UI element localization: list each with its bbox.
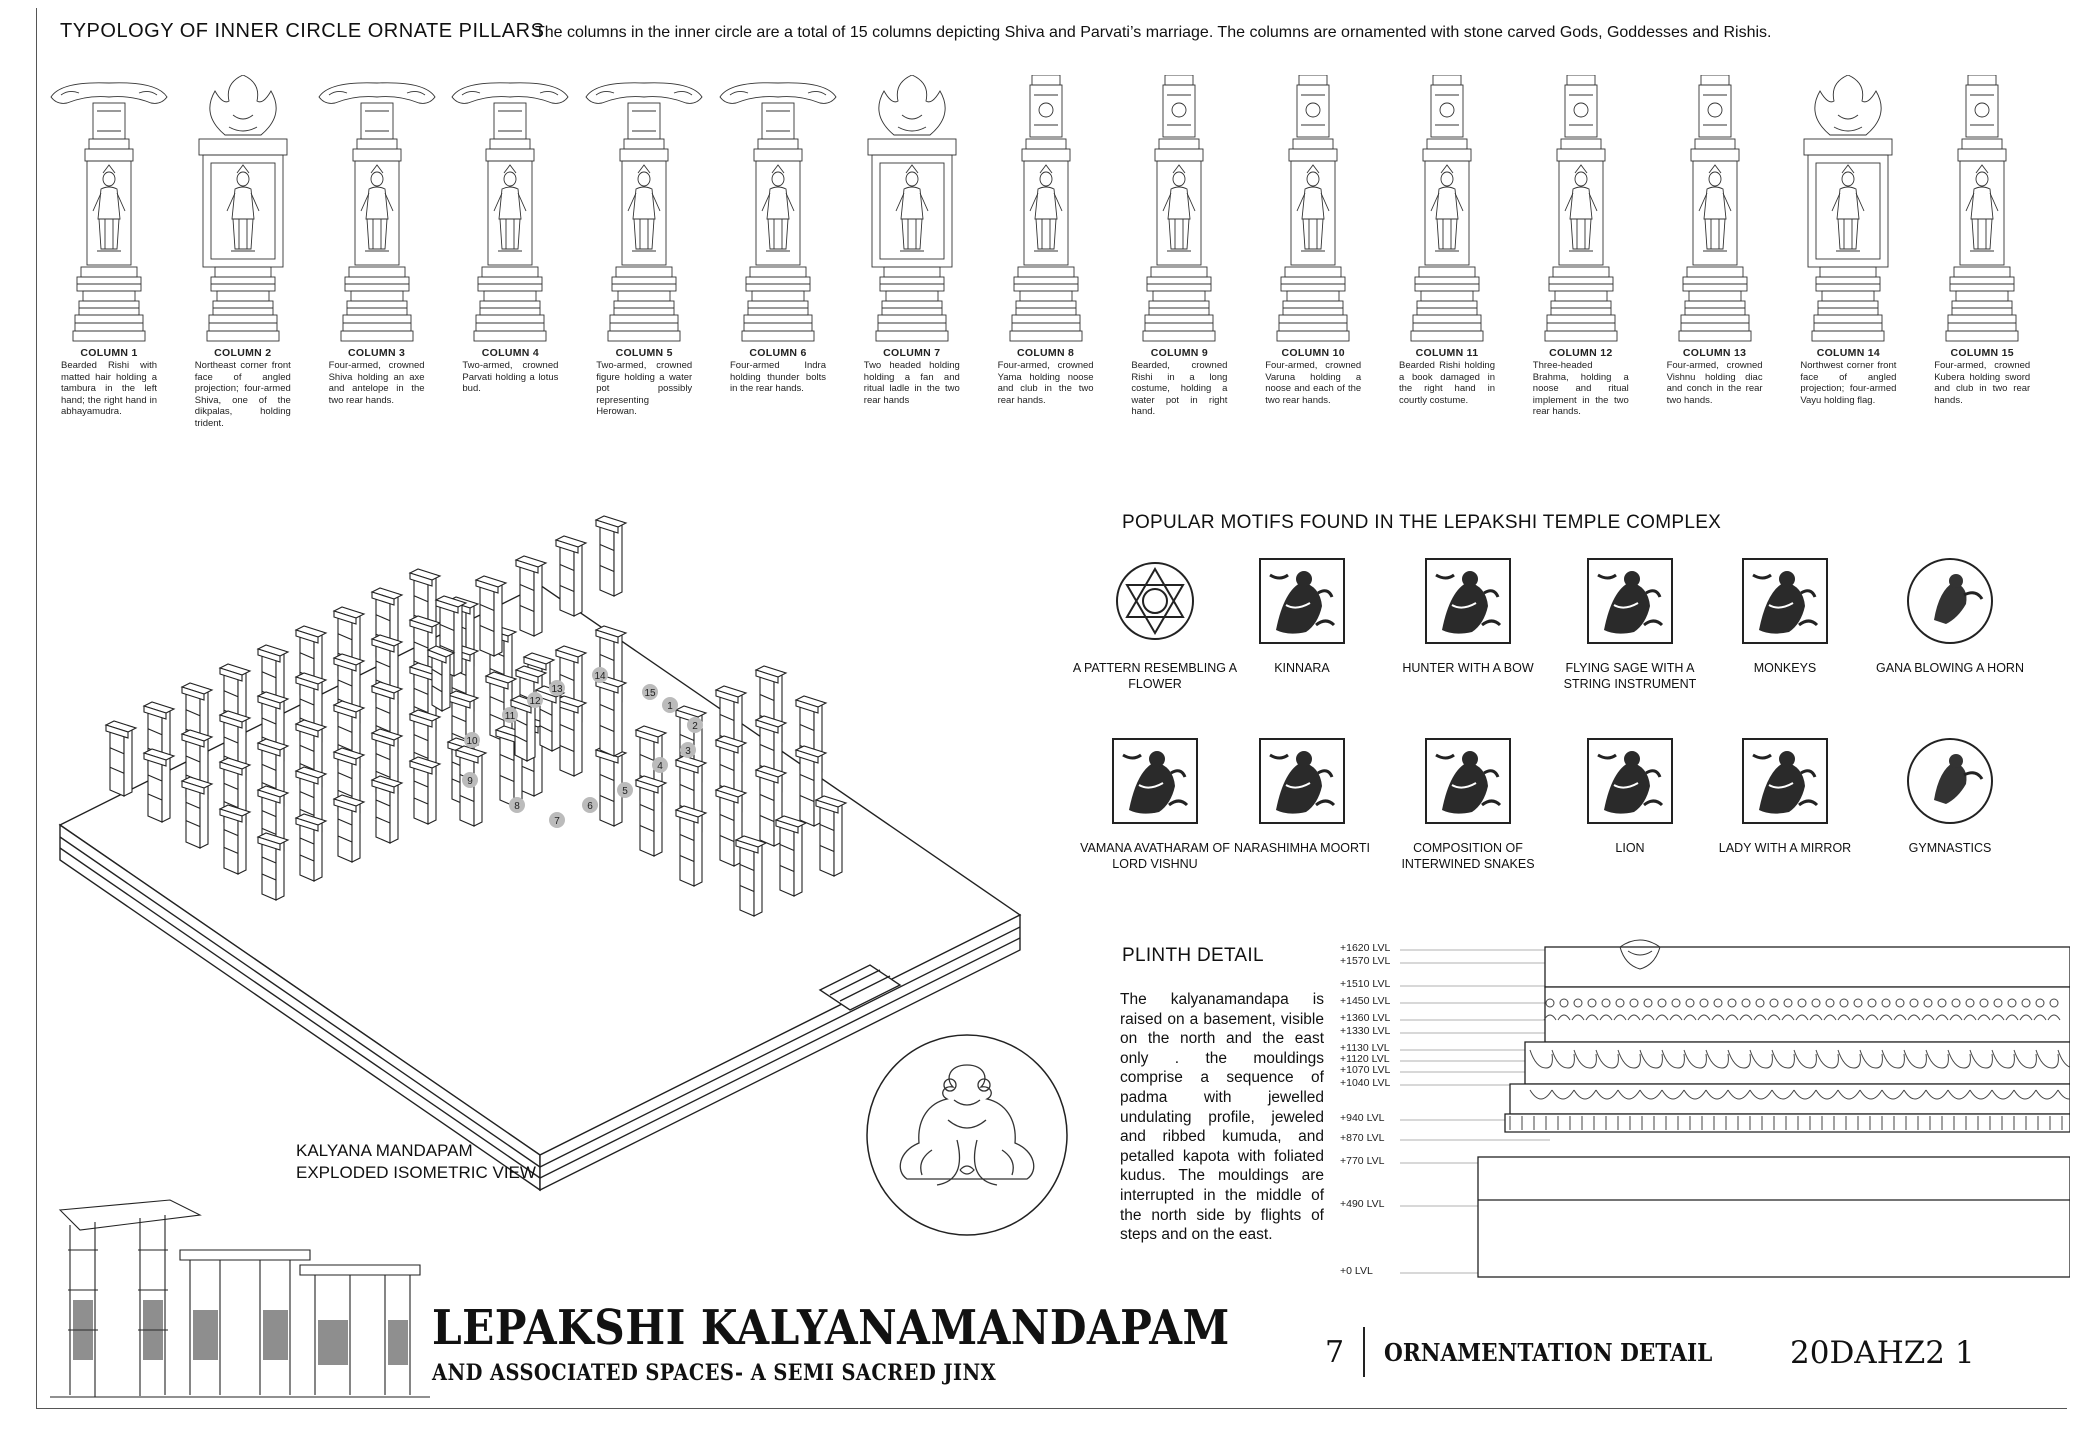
column-title: COLUMN 13 bbox=[1682, 347, 1747, 359]
iso-pillar bbox=[556, 536, 586, 616]
column-title: COLUMN 2 bbox=[214, 347, 272, 359]
svg-text:9: 9 bbox=[467, 776, 473, 787]
iso-pillar bbox=[676, 806, 706, 886]
kinnara-motif-icon bbox=[1256, 555, 1348, 647]
svg-text:2: 2 bbox=[692, 721, 698, 732]
iso-pillar bbox=[596, 676, 626, 756]
narashimha-motif-icon bbox=[1256, 735, 1348, 827]
column-caption-1 bbox=[61, 347, 157, 418]
motif-label: LADY WITH A MIRROR bbox=[1718, 841, 1852, 855]
pillar-number-3 bbox=[680, 742, 696, 758]
column-description: Two-armed, crowned Parvati holding a lotus bud. bbox=[462, 360, 559, 394]
plinth-title: PLINTH DETAIL bbox=[1122, 945, 1264, 966]
pillar-number-10 bbox=[464, 732, 480, 748]
column-description: Four-armed Indra holding thunder bolts in the rear hands. bbox=[730, 360, 826, 394]
motif-item bbox=[1545, 735, 1715, 856]
column-caption-8 bbox=[998, 347, 1094, 406]
iso-pillar bbox=[220, 805, 250, 874]
svg-text:13: 13 bbox=[551, 684, 563, 695]
motif-label: FLYING SAGE WITH A STRING INSTRUMENT bbox=[1563, 661, 1697, 691]
column-title: COLUMN 6 bbox=[749, 347, 807, 359]
column-description: Northeast corner front face of angled projection; four-armed Shiva, one of the dikpalas, holding trident. bbox=[194, 360, 291, 429]
motif-label: NARASHIMHA MOORTI bbox=[1234, 841, 1370, 855]
sheet-name: ORNAMENTATION DETAIL bbox=[1384, 1338, 1713, 1367]
iso-pillar bbox=[372, 776, 402, 843]
svg-text:12: 12 bbox=[529, 696, 541, 707]
iso-pillar bbox=[144, 749, 174, 822]
column-description: Two headed holding holding a fan and ritual ladle in the two rear hands bbox=[863, 360, 960, 406]
svg-text:10: 10 bbox=[466, 736, 478, 747]
gana-motif-icon bbox=[1904, 555, 1996, 647]
svg-text:4: 4 bbox=[657, 761, 663, 772]
sheet-code: 20DAHZ2 1 bbox=[1790, 1335, 1975, 1371]
column-caption-5 bbox=[596, 347, 692, 418]
pillar-drawing-8 bbox=[984, 75, 1108, 348]
column-description: Three-headed Brahma, holding a noose and ritual implement in the two rear hands. bbox=[1532, 360, 1629, 417]
motif-item bbox=[1217, 555, 1387, 676]
typology-description: The columns in the inner circle are a total of 15 columns depicting Shiva and Parvati’s marriage. The columns are ornamented with stone carved Gods, Goddesses and Rishis. bbox=[535, 24, 1772, 41]
iso-pillar bbox=[816, 796, 846, 876]
column-description: Bearded, crowned Rishi in a long costume, holding a water pot in right hand. bbox=[1131, 360, 1228, 417]
plinth-level-label: +1450 LVL bbox=[1340, 995, 1391, 1007]
column-title: COLUMN 12 bbox=[1549, 347, 1613, 359]
plinth-level-label: +1040 LVL bbox=[1340, 1077, 1391, 1089]
kudu-ornament-detail bbox=[862, 1030, 1072, 1240]
hunter-motif-icon bbox=[1422, 555, 1514, 647]
iso-pillar bbox=[516, 556, 546, 636]
gymnastics-motif-icon bbox=[1904, 735, 1996, 827]
svg-text:7: 7 bbox=[554, 816, 560, 827]
pillar-number-11 bbox=[502, 707, 518, 723]
plinth-level-label: +1070 LVL bbox=[1340, 1064, 1391, 1076]
column-title: COLUMN 7 bbox=[883, 347, 941, 359]
column-description: Two-armed, crowned figure holding a water pot possibly representing Herowan. bbox=[596, 360, 693, 417]
column-caption-12 bbox=[1533, 347, 1629, 418]
column-description: Four-armed, crowned Varuna holding a noose and each of the two rear hands. bbox=[1265, 360, 1362, 406]
column-title: COLUMN 3 bbox=[347, 347, 406, 359]
isometric-caption bbox=[296, 1140, 536, 1184]
plinth-level-label: +940 LVL bbox=[1340, 1112, 1385, 1124]
motif-label: HUNTER WITH A BOW bbox=[1402, 661, 1534, 675]
svg-text:11: 11 bbox=[504, 711, 516, 722]
pillar-number-8 bbox=[509, 797, 525, 813]
iso-pillar bbox=[476, 576, 506, 656]
motif-item bbox=[1217, 735, 1387, 856]
svg-text:8: 8 bbox=[514, 801, 520, 812]
pillar-number-15 bbox=[642, 684, 658, 700]
column-title: COLUMN 8 bbox=[1016, 347, 1075, 359]
plinth-level-label: +1620 LVL bbox=[1340, 942, 1391, 954]
pillar-drawing-7 bbox=[850, 75, 974, 348]
column-title: COLUMN 1 bbox=[80, 347, 138, 359]
plinth-level-label: +770 LVL bbox=[1340, 1155, 1385, 1167]
plinth-section-drawing bbox=[1400, 935, 2070, 1280]
motif-item bbox=[1700, 735, 1870, 856]
svg-text:15: 15 bbox=[644, 688, 656, 699]
column-description: Four-armed, crowned Kubera holding sword and club in two rear hands. bbox=[1934, 360, 2031, 406]
motif-item bbox=[1383, 555, 1553, 676]
iso-pillar bbox=[296, 814, 326, 881]
svg-text:3: 3 bbox=[685, 746, 691, 757]
motif-item bbox=[1865, 555, 2035, 676]
mandapam-perspective-sketch bbox=[50, 1190, 430, 1405]
column-description: Bearded Rishi holding a book damaged in the right hand in courtly costume. bbox=[1399, 360, 1495, 406]
plinth-level-label: +1510 LVL bbox=[1340, 978, 1391, 990]
lady-motif-icon bbox=[1739, 735, 1831, 827]
plinth-level-label: +1130 LVL bbox=[1340, 1042, 1390, 1054]
column-title: COLUMN 4 bbox=[481, 347, 539, 359]
pillar-number-2 bbox=[687, 717, 703, 733]
iso-pillar bbox=[636, 776, 666, 856]
svg-text:5: 5 bbox=[622, 786, 628, 797]
column-caption-4 bbox=[462, 347, 558, 395]
iso-pillar bbox=[596, 516, 626, 596]
pillar-drawing-12 bbox=[1519, 75, 1643, 348]
pillar-drawing-13 bbox=[1653, 75, 1777, 348]
column-caption-9 bbox=[1131, 347, 1227, 418]
sage-motif-icon bbox=[1584, 555, 1676, 647]
plinth-level-label: +1570 LVL bbox=[1340, 955, 1391, 967]
motif-label: KINNARA bbox=[1274, 661, 1330, 675]
column-description: Bearded Rishi with matted hair holding a tambura in the left hand; the right hand in abhayamudra. bbox=[61, 360, 157, 417]
pillar-drawing-5 bbox=[582, 75, 706, 348]
pillar-drawing-10 bbox=[1251, 75, 1375, 348]
plinth-level-label: +1120 LVL bbox=[1340, 1053, 1390, 1065]
iso-pillar bbox=[428, 646, 454, 711]
pillar-drawing-3 bbox=[315, 75, 439, 348]
plinth-level-label: +1360 LVL bbox=[1340, 1012, 1391, 1024]
svg-text:14: 14 bbox=[594, 671, 606, 682]
vamana-motif-icon bbox=[1109, 735, 1201, 827]
plinth-level-label: +1330 LVL bbox=[1340, 1025, 1391, 1037]
column-description: Four-armed, crowned Vishnu holding diac and conch in the rear two hands. bbox=[1666, 360, 1763, 406]
plinth-level-label: +0 LVL bbox=[1340, 1265, 1373, 1277]
iso-pillar bbox=[410, 757, 440, 824]
column-caption-3 bbox=[329, 347, 425, 406]
pillar-drawing-14 bbox=[1786, 75, 1910, 348]
column-title: COLUMN 11 bbox=[1415, 347, 1479, 359]
motif-label: A PATTERN RESEMBLING A FLOWER bbox=[1072, 661, 1238, 691]
pillar-number-5 bbox=[617, 782, 633, 798]
iso-pillar bbox=[182, 777, 212, 848]
flower-motif-icon bbox=[1109, 555, 1201, 647]
pillar-drawing-4 bbox=[448, 75, 572, 348]
title-separator bbox=[1363, 1327, 1365, 1377]
pillar-number-14 bbox=[592, 667, 608, 683]
column-title: COLUMN 14 bbox=[1816, 347, 1881, 359]
iso-pillar bbox=[334, 795, 364, 862]
monkeys-motif-icon bbox=[1739, 555, 1831, 647]
pillar-number-9 bbox=[462, 772, 478, 788]
motif-item bbox=[1070, 735, 1240, 872]
typology-title: TYPOLOGY OF INNER CIRCLE ORNATE PILLARS bbox=[60, 20, 545, 42]
motif-item bbox=[1070, 555, 1240, 692]
column-title: COLUMN 15 bbox=[1950, 347, 2014, 359]
pillar-number-6 bbox=[582, 797, 598, 813]
svg-text:6: 6 bbox=[587, 801, 593, 812]
iso-pillar bbox=[736, 836, 766, 916]
pillar-number-7 bbox=[549, 812, 565, 828]
column-description: Four-armed, crowned Shiva holding an axe and antelope in the two rear hands. bbox=[328, 360, 425, 406]
motif-item bbox=[1865, 735, 2035, 856]
pillar-number-12 bbox=[527, 692, 543, 708]
iso-pillar bbox=[106, 721, 136, 796]
pillar-drawing-9 bbox=[1117, 75, 1241, 348]
column-title: COLUMN 5 bbox=[615, 347, 673, 359]
caption-line-2: EXPLODED ISOMETRIC VIEW bbox=[296, 1163, 536, 1182]
motif-label: GYMNASTICS bbox=[1908, 841, 1992, 855]
plinth-description: The kalyanamandapa is raised on a basement, visible on the north and the east only . the mouldings comprise a sequence of padma with jewelled undulating profile, jeweled and ribbed kumuda, and petalled kapota with foliated kudus. The mouldings are interrupted in the middle of the north side by flights of steps and on the east. bbox=[1120, 991, 1324, 1244]
motif-label: GANA BLOWING A HORN bbox=[1876, 661, 2024, 675]
column-caption-2 bbox=[195, 347, 291, 429]
column-caption-7 bbox=[864, 347, 960, 406]
motif-label: VAMANA AVATHARAM OF LORD VISHNU bbox=[1080, 841, 1230, 871]
caption-line-1: KALYANA MANDAPAM bbox=[296, 1141, 473, 1160]
iso-pillar bbox=[776, 816, 806, 896]
sheet-title: LEPAKSHI KALYANAMANDAPAM bbox=[432, 1300, 1230, 1356]
motif-label: MONKEYS bbox=[1753, 661, 1817, 675]
motif-item bbox=[1545, 555, 1715, 692]
column-description: Four-armed, crowned Yama holding noose and club in the two rear hands. bbox=[997, 360, 1094, 406]
plinth-level-label: +870 LVL bbox=[1340, 1132, 1385, 1144]
svg-text:1: 1 bbox=[667, 701, 673, 712]
column-title: COLUMN 10 bbox=[1281, 347, 1345, 359]
column-caption-10 bbox=[1265, 347, 1361, 406]
sheet-subtitle: AND ASSOCIATED SPACES- A SEMI SACRED JINX bbox=[432, 1360, 997, 1386]
column-caption-11 bbox=[1399, 347, 1495, 406]
column-description: Northwest corner front face of angled projection; four-armed Vayu holding flag. bbox=[1800, 360, 1897, 406]
sheet-number: 7 bbox=[1325, 1335, 1345, 1370]
pillar-number-13 bbox=[549, 680, 565, 696]
column-title: COLUMN 9 bbox=[1150, 347, 1208, 359]
pillar-drawing-15 bbox=[1920, 75, 2044, 348]
pillar-drawing-6 bbox=[716, 75, 840, 348]
column-caption-13 bbox=[1667, 347, 1763, 406]
column-caption-14 bbox=[1800, 347, 1896, 406]
lion-motif-icon bbox=[1584, 735, 1676, 827]
pillar-number-4 bbox=[652, 757, 668, 773]
pillar-drawing-1 bbox=[47, 75, 171, 348]
snakes-motif-icon bbox=[1422, 735, 1514, 827]
motif-label: LION bbox=[1615, 841, 1645, 855]
plinth-level-label: +490 LVL bbox=[1340, 1198, 1385, 1210]
iso-pillar bbox=[258, 833, 288, 900]
pillar-number-1 bbox=[662, 697, 678, 713]
motifs-title: POPULAR MOTIFS FOUND IN THE LEPAKSHI TEMPLE COMPLEX bbox=[1122, 512, 1722, 533]
motif-item bbox=[1383, 735, 1553, 872]
motif-label: COMPOSITION OF INTERWINED SNAKES bbox=[1401, 841, 1535, 871]
column-caption-15 bbox=[1934, 347, 2030, 406]
pillar-drawing-11 bbox=[1385, 75, 1509, 348]
column-caption-6 bbox=[730, 347, 826, 395]
motif-item bbox=[1700, 555, 1870, 676]
pillar-drawing-2 bbox=[181, 75, 305, 348]
